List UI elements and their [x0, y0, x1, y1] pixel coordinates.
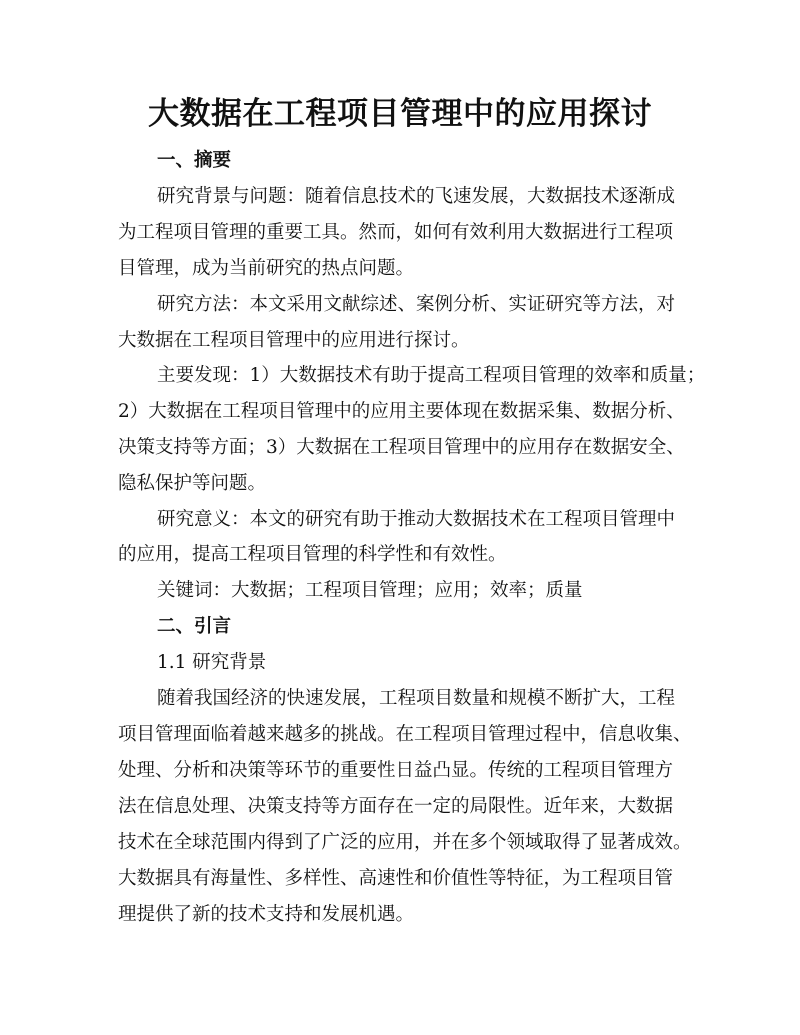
paragraph-line: 隐私保护等问题。: [118, 473, 267, 494]
paragraph-line: 随着我国经济的快速发展，工程项目数量和规模不断扩大，工程: [157, 688, 676, 709]
paragraph-line: 主要发现：1）大数据技术有助于提高工程项目管理的效率和质量；: [157, 365, 706, 386]
paragraph-line: 技术在全球范围内得到了广泛的应用，并在多个领域取得了显著成效。: [118, 832, 692, 853]
paragraph-line: 理提供了新的技术支持和发展机遇。: [118, 904, 415, 925]
paragraph-line: 目管理，成为当前研究的热点问题。: [118, 258, 415, 279]
paragraph-line: 处理、分析和决策等环节的重要性日益凸显。传统的工程项目管理方: [118, 760, 674, 781]
section-heading-intro: 二、引言: [157, 616, 232, 637]
section-heading-abstract: 一、摘要: [157, 150, 232, 171]
paragraph-line: 决策支持等方面；3）大数据在工程项目管理中的应用存在数据安全、: [118, 437, 685, 458]
paragraph-line: 大数据在工程项目管理中的应用进行探讨。: [118, 330, 470, 351]
paragraph-line: 研究背景与问题：随着信息技术的飞速发展，大数据技术逐渐成: [157, 186, 676, 207]
subsection-heading: 1.1 研究背景: [157, 652, 267, 673]
paragraph-line: 2）大数据在工程项目管理中的应用主要体现在数据采集、数据分析、: [118, 401, 685, 422]
paragraph-line: 研究方法：本文采用文献综述、案例分析、实证研究等方法，对: [157, 294, 676, 315]
paragraph-line: 项目管理面临着越来越多的挑战。在工程项目管理过程中，信息收集、: [118, 724, 692, 745]
paragraph-line: 的应用，提高工程项目管理的科学性和有效性。: [118, 544, 507, 565]
paragraph-line: 为工程项目管理的重要工具。然而，如何有效利用大数据进行工程项: [118, 222, 674, 243]
keywords-line: 关键词：大数据；工程项目管理；应用；效率；质量: [157, 580, 583, 601]
paragraph-line: 法在信息处理、决策支持等方面存在一定的局限性。近年来，大数据: [118, 796, 674, 817]
document-title: 大数据在工程项目管理中的应用探讨: [148, 96, 652, 132]
paragraph-line: 研究意义：本文的研究有助于推动大数据技术在工程项目管理中: [157, 509, 676, 530]
paragraph-line: 大数据具有海量性、多样性、高速性和价值性等特征，为工程项目管: [118, 868, 674, 889]
